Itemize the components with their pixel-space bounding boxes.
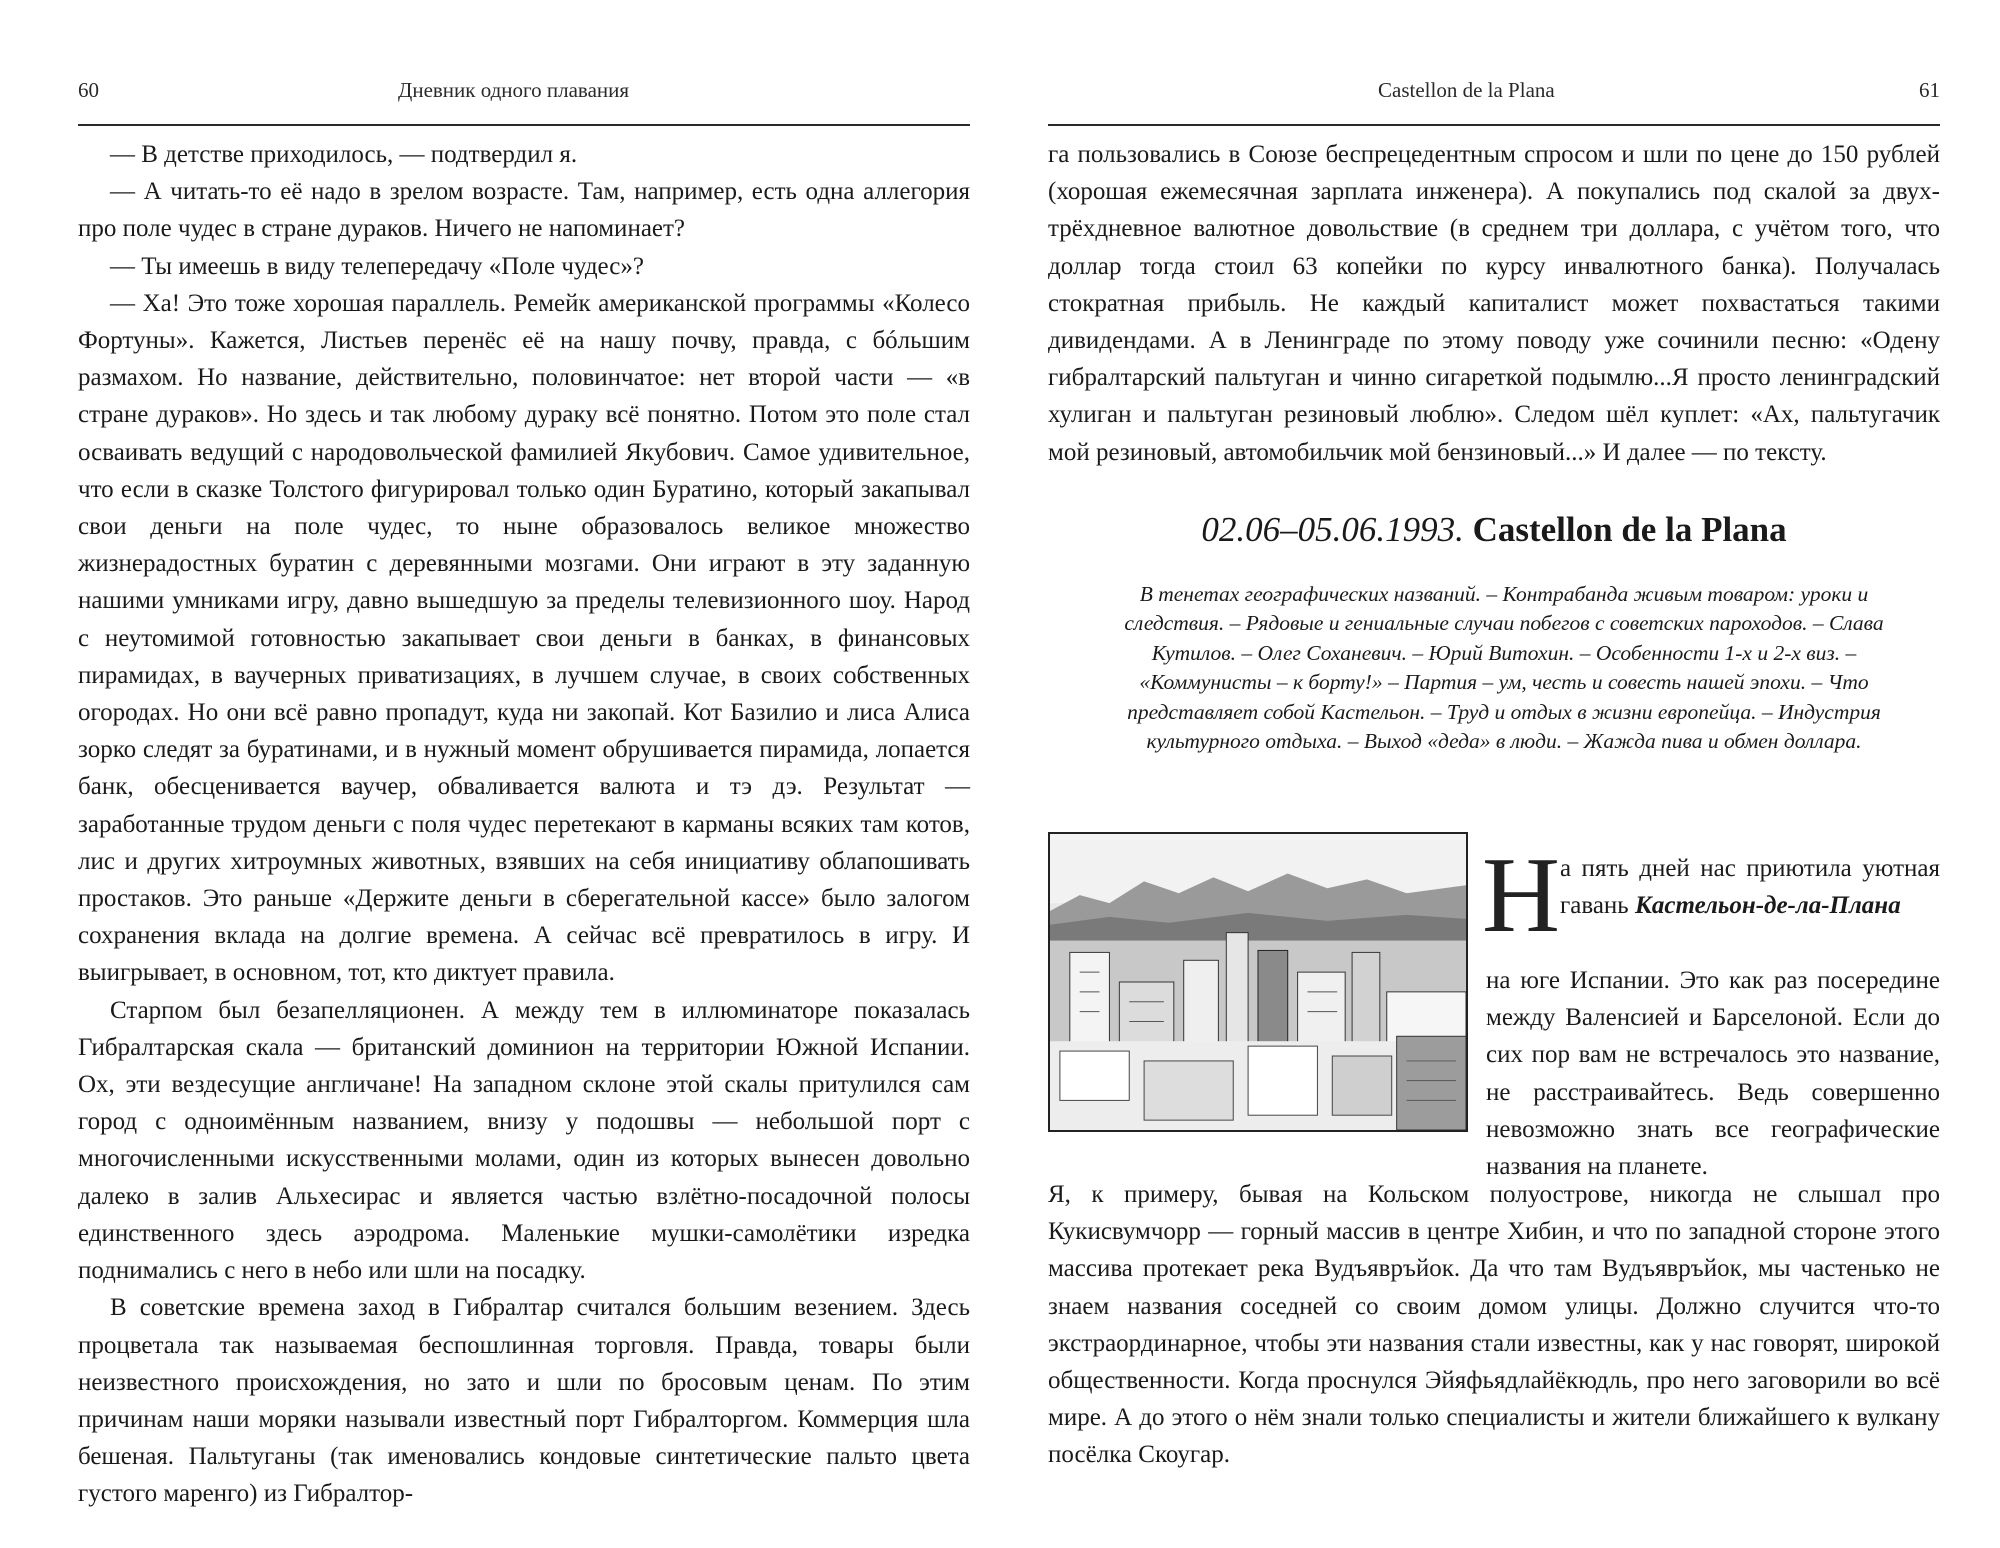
- paragraph: — А читать-то её надо в зрелом возрасте. Там, например, есть одна аллегория про поле чудес в стране дураков. Ничего не напоминает?: [78, 178, 970, 243]
- right-page-header: [1048, 74, 1940, 114]
- paragraph: — Ты имеешь в виду телепередачу «Поле чудес»?: [110, 252, 644, 280]
- header-rule: [78, 124, 970, 126]
- running-head: Castellon de la Plana: [1378, 78, 1555, 102]
- chapter-abstract: В тенетах географических названий. – Контрабанда живым товаром: уроки и следствия. – Рядовые и гениальные случаи побегов с советских пароходов. – Слава Кутилов. – Олег Соханевич. – Юрий Витохин. – Особенности 1-х и 2-х виз. – «Коммунисты – к борту!» – Партия – ум, честь и совесть нашей эпохи. – Что представляет собой Кастельон. – Труд и отдых в жизни европейца. – Индустрия культурного отдыха. – Выход «деда» в люди. – Жажда пива и обмен доллара.: [1124, 582, 1884, 754]
- drop-cap: Н: [1482, 836, 1560, 955]
- running-head: Дневник одного плавания: [398, 78, 630, 102]
- city-skyline-image: [1050, 834, 1466, 1130]
- paragraph: га пользовались в Союзе беспрецедентным спросом и шли по цене до 150 рублей (хорошая ежемесячная зарплата инженера). А покупались под скалой за двух-трёхдневное валютное довольствие (в среднем три доллара, с учётом того, что доллар тогда стоил 63 копейки по курсу инвалютного банка). Получалась стократная прибыль. Не каждый капиталист может похвастаться такими дивидендами. А в Ленинграде по этому поводу уже сочинили песню: «Одену гибралтарский пальтуган и чинно сигареткой подымлю...Я просто ленинградский хулиган и пальтуган резиновый люблю». Следом шёл куплет: «Ах, пальтугачик мой резиновый, автомобильчик мой бензиновый...» И далее — по тексту.: [1048, 141, 1940, 466]
- section-date: 02.06–05.06.1993.: [1201, 510, 1464, 549]
- text-after-photo: [1048, 1176, 1940, 1474]
- paragraph: В советские времена заход в Гибралтар считался большим везением. Здесь процветала так называемая беспошлинная торговля. Правда, товары были неизвестного происхождения, но зато и шли по бросовым ценам. По этим причинам наши моряки называли известный порт Гибралторгом. Коммерция шла бешеная. Пальтуганы (так именовались кондовые синтетические пальто цвета густого маренго) из Гибралтор-: [78, 1294, 970, 1508]
- paragraph: — В детстве приходилось, — подтвердил я.: [110, 141, 578, 168]
- page-number: 60: [78, 78, 99, 102]
- page-number: 61: [1919, 78, 1940, 102]
- header-rule: [1048, 124, 1940, 126]
- intro-lead: а пять дней нас приютила уютная гавань: [1560, 855, 1940, 920]
- right-continuation-text: [1048, 136, 1940, 471]
- left-page-header: [78, 74, 970, 114]
- intro-text: [1560, 850, 1940, 924]
- text-beside-photo: [1486, 962, 1940, 1185]
- city-photo: [1048, 832, 1468, 1132]
- paragraph: Я, к примеру, бывая на Кольском полуострове, никогда не слышал про Кукисвумчорр — горный массив в центре Хибин, и что по западной стороне этого массива протекает река Вудъявръйок. Да что там Вудъявръйок, мы частенько не знаем названия соседней со своим домом улицы. Должно случится что-то экстраординарное, чтобы эти названия стали известны, как у нас говорят, широкой общественности. Когда проснулся Эйяфьядлайёкюдль, про него заговорили во всё мире. А до этого о нём знали только специалисты и жители ближайшего к вулкану посёлка Скоугар.: [1048, 1181, 1940, 1469]
- paragraph: — Ха! Это тоже хорошая параллель. Ремейк американской программы «Колесо Фортуны». Кажется, Листьев перенёс её на нашу почву, правда, с бóльшим размахом. Но название, действительно, половинчатое: нет второй части — «в стране дураков». Но здесь и так любому дураку всё понятно. Потом это поле стал осваивать ведущий с народовольческой фамилией Якубович. Самое удивительное, что если в сказке Толстого фигурировал только один Буратино, который закапывал свои деньги на поле чудес, то ныне образовалось великое множество жизнерадостных буратин с деревянными мозгами. Они играют в эту заданную нашими умниками игру, давно вышедшую за пределы телевизионного шоу. Народ с неутомимой готовностью закапывает свои деньги в банках, в финансовых пирамидах, в ваучерных приватизациях, в лучшем случае, в своих собственных огородах. Но они всё равно пропадут, куда ни закопай. Кот Базилио и лиса Алиса зорко следят за буратинами, и в нужный момент обрушивается пирамида, лопается банк, обесценивается ваучер, обваливается валюта и тэ дэ. Результат — заработанные трудом деньги с поля чудес перетекают в карманы всяких там котов, лис и других хитроумных животных, взявших на себя инициативу облапошивать простаков. Это раньше «Держите деньги в сберегательной кассе» было залогом сохранения вклада на долгие времена. А сейчас всё превратилось в игру. И выигрывает, в основном, тот, кто диктует правила.: [78, 289, 970, 987]
- section-place: Castellon de la Plana: [1472, 510, 1787, 549]
- section-title: [1048, 508, 1940, 552]
- paragraph: на юге Испании. Это как раз посередине между Валенсией и Барселоной. Если до сих пор вам не встречалось это название, не расстраивайтесь. Ведь совершенно невозможно знать все географические названия на планете.: [1486, 967, 1940, 1181]
- city-name: Кастельон-де-ла-Плана: [1634, 892, 1901, 920]
- left-body-text: [78, 136, 970, 1513]
- paragraph: Старпом был безапелляционен. А между тем в иллюминаторе показалась Гибралтарская скала — британский доминион на территории Южной Испании. Ох, эти вездесущие англичане! На западном склоне этой скалы притулился сам город с одноимённым названием, внизу у подошвы — небольшой порт с многочисленными искусственными молами, один из которых вынесен довольно далеко в залив Альхесирас и является частью взлётно-посадочной полосы единственного здесь аэродрома. Маленькие мушки-самолётики изредка поднимались с него в небо или шли на посадку.: [78, 996, 970, 1285]
